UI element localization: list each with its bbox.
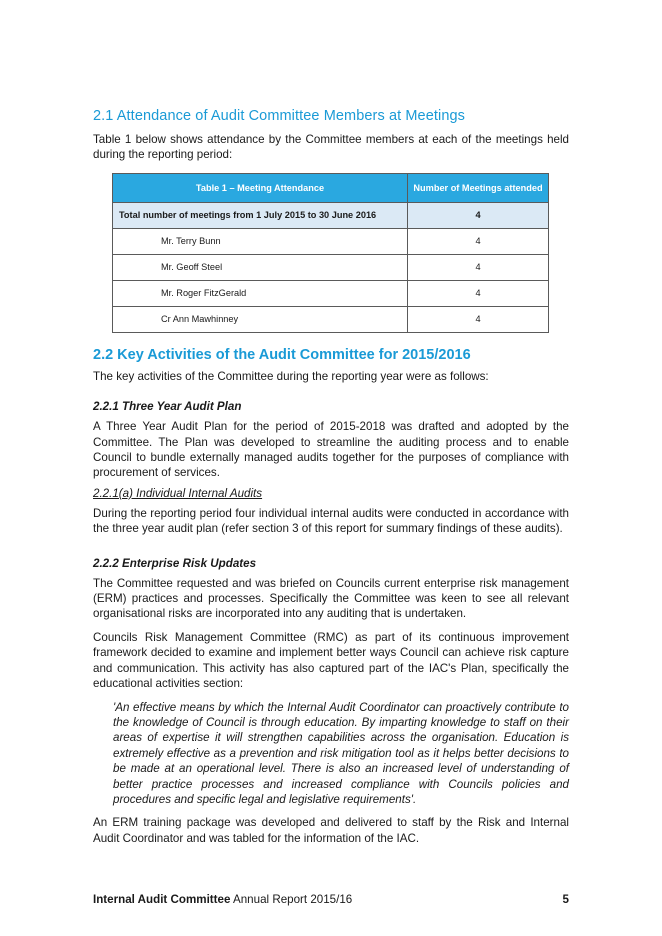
section-2-2-1-paragraph: A Three Year Audit Plan for the period of 2015-2018 was drafted and adopted by the Committee. The Plan was developed to streamline the auditing process and to enable Council to bundle externally managed audits together for the purposes of compliance with procurement of services. bbox=[93, 420, 569, 480]
table-row bbox=[113, 280, 549, 306]
page-content bbox=[93, 108, 569, 854]
total-label: Total number of meetings from 1 July 2015 to 30 June 2016 bbox=[113, 202, 408, 228]
member-meetings: 4 bbox=[408, 254, 549, 280]
section-2-1-intro: Table 1 below shows attendance by the Committee members at each of the meetings held during the reporting period: bbox=[93, 133, 569, 162]
meeting-attendance-table bbox=[112, 173, 549, 333]
page-footer bbox=[93, 893, 569, 906]
table-row bbox=[113, 254, 549, 280]
table-header-row bbox=[113, 173, 549, 202]
member-meetings: 4 bbox=[408, 280, 549, 306]
section-2-2-2-paragraph-3: An ERM training package was developed and delivered to staff by the Risk and Internal Audit Coordinator and was tabled for the information of the IAC. bbox=[93, 816, 569, 845]
member-name: Mr. Geoff Steel bbox=[113, 254, 408, 280]
section-2-2-2-quote: 'An effective means by which the Internal Audit Coordinator can proactively contribute to the knowledge of Council is through education. By imparting knowledge to staff on their areas of expertise it will strengthen capabilities across the organisation. Education is extremely effective as a prevention and risk mitigation tool as it helps better decisions to be made at an operational level. There is also an increased level of understanding of better practice processes and increased compliance with Councils policies and procedures and specific legal and legislative requirements'. bbox=[113, 700, 569, 806]
section-2-2-2-paragraph-2: Councils Risk Management Committee (RMC) as part of its continuous improvement framework decided to examine and implement better ways Council can achieve risk capture and communication. This activity has also captured part of the IAC's Plan, specifically the educational activities section: bbox=[93, 630, 569, 691]
section-2-2-1-heading: 2.2.1 Three Year Audit Plan bbox=[93, 400, 242, 414]
member-name: Cr Ann Mawhinney bbox=[113, 306, 408, 332]
section-2-2-heading: 2.2 Key Activities of the Audit Committee for 2015/2016 bbox=[93, 346, 471, 363]
member-name: Mr. Terry Bunn bbox=[113, 228, 408, 254]
table-total-row bbox=[113, 202, 549, 228]
table-row bbox=[113, 228, 549, 254]
total-value: 4 bbox=[408, 202, 549, 228]
member-meetings: 4 bbox=[408, 228, 549, 254]
table-header-meetings: Number of Meetings attended bbox=[408, 173, 549, 202]
footer-title-rest: Annual Report 2015/16 bbox=[230, 893, 353, 906]
section-2-1-heading: 2.1 Attendance of Audit Committee Members at Meetings bbox=[93, 108, 466, 124]
member-name: Mr. Roger FitzGerald bbox=[113, 280, 408, 306]
section-2-2-2-paragraph-1: The Committee requested and was briefed on Councils current enterprise risk management (ERM) practices and processes. Specifically the Committee was keen to see all relevant organisational risks are incorporated into any auditing that is undertaken. bbox=[93, 576, 569, 621]
section-2-2-1a-paragraph: During the reporting period four individual internal audits were conducted in accordance with the three year audit plan (refer section 3 of this report for summary findings of these audits). bbox=[93, 506, 569, 536]
page-number: 5 bbox=[562, 893, 569, 906]
section-2-2-intro: The key activities of the Committee during the reporting year were as follows: bbox=[93, 369, 489, 383]
footer-title-bold: Internal Audit Committee bbox=[93, 893, 231, 906]
table-header-attendance: Table 1 – Meeting Attendance bbox=[113, 173, 408, 202]
member-meetings: 4 bbox=[408, 306, 549, 332]
table-row bbox=[113, 306, 549, 332]
section-2-2-2-heading: 2.2.2 Enterprise Risk Updates bbox=[93, 556, 257, 570]
section-2-2-1a-heading: 2.2.1(a) Individual Internal Audits bbox=[93, 486, 263, 500]
